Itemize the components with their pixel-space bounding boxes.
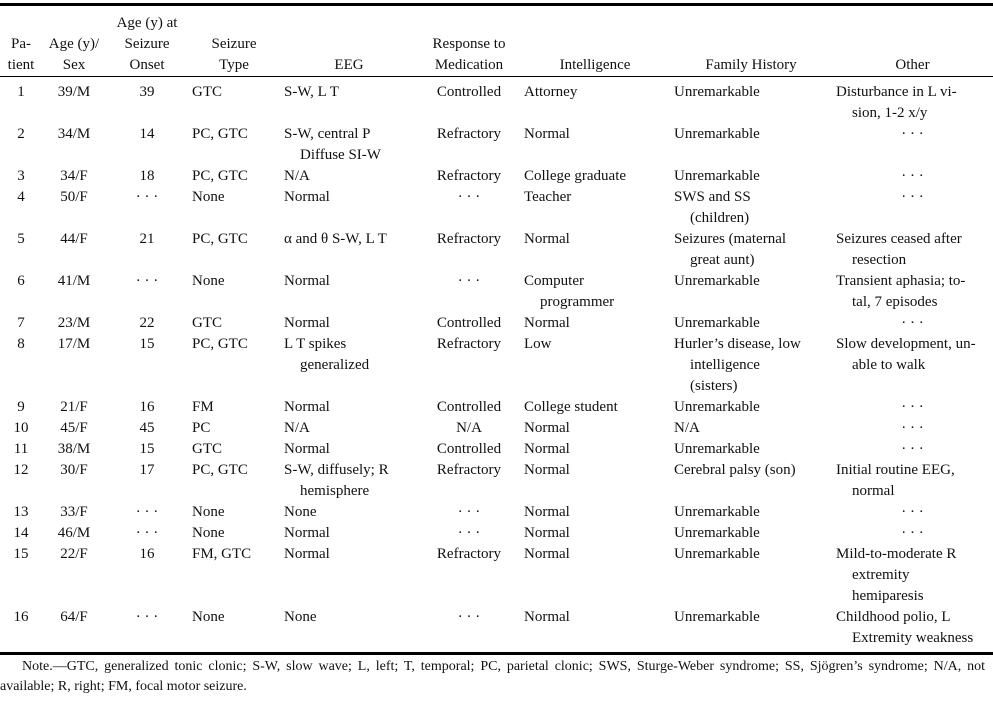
cell-line: · · · [901,315,924,331]
cell-response: · · · [457,525,481,541]
cell-eeg [280,439,418,460]
table-row [0,523,993,544]
cell-seizure-type: GTC [192,441,222,457]
header-line: Family History [705,57,797,73]
cell-line: tal, 7 episodes [852,294,938,310]
cell-line: intelligence [690,357,760,373]
cell-line: Transient aphasia; to- [836,273,966,289]
cell-line: Mild-to-moderate R [836,546,957,562]
cell-seizure-type: PC, GTC [192,231,248,247]
cell-seizure-type: None [192,189,225,205]
table-bottom-rule [0,652,993,655]
cell-eeg [280,502,418,523]
cell-onset: 22 [139,315,155,331]
cell-family-history [670,607,832,649]
cell-line: · · · [901,399,924,415]
cell-age-sex: 64/F [60,609,88,625]
cell-family-history [670,79,832,124]
header-line: Intelligence [559,57,631,73]
cell-age-sex: 17/M [57,336,91,352]
cell-line: Unremarkable [674,525,760,541]
cell-seizure-type: PC, GTC [192,168,248,184]
cell-response: Refractory [436,336,502,352]
cell-line: Diffuse SI-W [300,147,381,163]
cell-family-history [670,418,832,439]
cell-eeg [280,187,418,229]
cell-line: · · · [901,441,924,457]
header-response [418,4,520,79]
table-row [0,544,993,607]
cell-line: None [284,504,317,520]
cell-response: Refractory [436,462,502,478]
cell-seizure-type: None [192,609,225,625]
cell-family-history [670,460,832,502]
cell-intelligence [520,271,670,313]
cell-age-sex: 34/M [57,126,91,142]
cell-line: S-W, L T [284,84,339,100]
cell-response: · · · [457,609,481,625]
cell-seizure-type: None [192,273,225,289]
cell-line: Normal [524,420,570,436]
cell-patient: 12 [13,462,29,478]
cell-other [832,229,993,271]
cell-line: Unremarkable [674,504,760,520]
cell-line: Seizures (maternal [674,231,787,247]
cell-age-sex: 39/M [57,84,91,100]
table-row [0,187,993,229]
cell-seizure-type: PC, GTC [192,462,248,478]
cell-eeg [280,313,418,334]
cell-intelligence [520,544,670,607]
cell-family-history [670,271,832,313]
header-line: EEG [334,57,364,73]
cell-patient: 1 [17,84,25,100]
cell-family-history [670,334,832,397]
header-line: tient [7,57,35,73]
cell-family-history [670,166,832,187]
cell-line: · · · [901,420,924,436]
cell-line: Unremarkable [674,126,760,142]
cell-line: Normal [284,399,330,415]
cell-line: · · · [901,126,924,142]
patient-table [0,4,993,649]
cell-line: programmer [540,294,615,310]
cell-line: Normal [284,315,330,331]
cell-line: Initial routine EEG, [836,462,955,478]
cell-line: Childhood polio, L [836,609,951,625]
cell-line: (children) [690,210,750,226]
cell-family-history [670,397,832,418]
cell-line: Low [524,336,552,352]
cell-age-sex: 23/M [57,315,91,331]
cell-age-sex: 21/F [60,399,88,415]
cell-line: Unremarkable [674,399,760,415]
cell-other [832,271,993,313]
cell-onset: 18 [139,168,155,184]
cell-patient: 4 [17,189,25,205]
cell-response: Controlled [436,84,502,100]
cell-age-sex: 30/F [60,462,88,478]
cell-onset: · · · [135,609,159,625]
header-line: Age (y) at [116,15,178,31]
cell-intelligence [520,79,670,124]
cell-line: Normal [524,546,570,562]
cell-line: Normal [524,231,570,247]
header-line: Sex [62,57,86,73]
cell-line: Teacher [524,189,572,205]
header-line: Medication [434,57,504,73]
cell-line: Unremarkable [674,315,760,331]
cell-other [832,460,993,502]
cell-other [832,313,993,334]
cell-seizure-type: PC [192,420,211,436]
cell-intelligence [520,439,670,460]
table-row [0,229,993,271]
cell-onset: · · · [135,525,159,541]
cell-intelligence [520,397,670,418]
cell-line: Attorney [524,84,578,100]
table-row [0,271,993,313]
header-line: Onset [129,57,165,73]
cell-line: great aunt) [690,252,755,268]
table-row [0,502,993,523]
table-row [0,313,993,334]
cell-intelligence [520,187,670,229]
cell-eeg [280,124,418,166]
cell-intelligence [520,460,670,502]
cell-seizure-type: None [192,504,225,520]
cell-other [832,439,993,460]
cell-patient: 3 [17,168,25,184]
cell-line: α and θ S-W, L T [284,231,387,247]
table-row [0,607,993,649]
cell-line: Unremarkable [674,168,760,184]
cell-response: N/A [456,420,482,436]
cell-line: (sisters) [690,378,738,394]
cell-response: Refractory [436,168,502,184]
cell-response: Controlled [436,315,502,331]
table-header-row [0,4,993,79]
cell-patient: 11 [13,441,29,457]
header-line: Other [895,57,930,73]
table-row [0,79,993,124]
cell-patient: 14 [13,525,29,541]
cell-onset: 16 [139,399,155,415]
cell-line: · · · [901,189,924,205]
cell-line: Normal [524,126,570,142]
cell-other [832,544,993,607]
header-family-history [670,4,832,79]
cell-line: None [284,609,317,625]
cell-family-history [670,439,832,460]
cell-seizure-type: FM [192,399,214,415]
cell-patient: 5 [17,231,25,247]
cell-family-history [670,544,832,607]
cell-line: hemiparesis [852,588,924,604]
table-footnote: Note.—GTC, generalized tonic clonic; S-W, slow wave; L, left; T, temporal; PC, parietal clonic; SWS, Sturge-Weber syndrome; SS, Sjögren’s syndrome; N/A, not available; R, right; FM, focal motor seizure. [0,659,985,694]
cell-line: L T spikes [284,336,347,352]
cell-line: Unremarkable [674,546,760,562]
cell-patient: 15 [13,546,29,562]
cell-line: sion, 1-2 x/y [852,105,928,121]
cell-onset: 14 [139,126,155,142]
cell-age-sex: 46/M [57,525,91,541]
cell-patient: 6 [17,273,25,289]
cell-age-sex: 45/F [60,420,88,436]
cell-intelligence [520,229,670,271]
cell-seizure-type: GTC [192,84,222,100]
cell-response: Refractory [436,126,502,142]
cell-onset: · · · [135,189,159,205]
cell-patient: 7 [17,315,25,331]
cell-family-history [670,124,832,166]
cell-line: Disturbance in L vi- [836,84,957,100]
cell-response: Controlled [436,399,502,415]
cell-line: resection [852,252,907,268]
cell-seizure-type: None [192,525,225,541]
cell-line: Hurler’s disease, low [674,336,801,352]
cell-onset: · · · [135,273,159,289]
cell-patient: 10 [13,420,29,436]
table-row [0,334,993,397]
cell-eeg [280,523,418,544]
cell-other [832,79,993,124]
cell-age-sex: 38/M [57,441,91,457]
cell-line: Normal [524,504,570,520]
cell-other [832,523,993,544]
table-row [0,439,993,460]
cell-onset: 15 [139,336,155,352]
cell-eeg [280,418,418,439]
cell-eeg [280,334,418,397]
cell-line: Normal [284,189,330,205]
cell-seizure-type: FM, GTC [192,546,252,562]
cell-line: N/A [674,420,700,436]
cell-other [832,187,993,229]
cell-line: Normal [524,609,570,625]
cell-family-history [670,229,832,271]
cell-line: Normal [284,546,330,562]
cell-response: · · · [457,189,481,205]
cell-line: N/A [284,420,310,436]
cell-line: Cerebral palsy (son) [674,462,796,478]
header-patient [0,4,42,79]
cell-line: · · · [901,525,924,541]
cell-intelligence [520,334,670,397]
table-row [0,460,993,502]
cell-line: Normal [524,315,570,331]
cell-line: Extremity weakness [852,630,974,646]
cell-line: Computer [524,273,584,289]
table-row [0,397,993,418]
cell-line: Unremarkable [674,609,760,625]
cell-onset: 45 [139,420,155,436]
cell-intelligence [520,418,670,439]
cell-line: able to walk [852,357,926,373]
cell-other [832,124,993,166]
cell-family-history [670,187,832,229]
cell-response: · · · [457,273,481,289]
header-line: Age (y)/ [48,36,100,52]
cell-intelligence [520,166,670,187]
header-line: Type [219,57,249,73]
cell-line: S-W, central P [284,126,371,142]
cell-eeg [280,607,418,649]
cell-response: Controlled [436,441,502,457]
cell-seizure-type: GTC [192,315,222,331]
cell-line: · · · [901,168,924,184]
cell-line: Unremarkable [674,84,760,100]
cell-family-history [670,313,832,334]
header-line: Response to [432,36,506,52]
cell-age-sex: 34/F [60,168,88,184]
table-row [0,166,993,187]
cell-age-sex: 41/M [57,273,91,289]
cell-eeg [280,544,418,607]
table-row [0,124,993,166]
cell-line: normal [852,483,895,499]
cell-line: Unremarkable [674,441,760,457]
cell-other [832,418,993,439]
cell-patient: 16 [13,609,29,625]
table-row [0,418,993,439]
cell-onset: 21 [139,231,155,247]
cell-line: · · · [901,504,924,520]
cell-age-sex: 44/F [60,231,88,247]
cell-eeg [280,397,418,418]
cell-line: Normal [524,462,570,478]
header-line: Seizure [124,36,170,52]
cell-onset: 15 [139,441,155,457]
cell-intelligence [520,124,670,166]
header-age-sex [42,4,106,79]
cell-line: SWS and SS [674,189,751,205]
cell-eeg [280,79,418,124]
cell-eeg [280,166,418,187]
cell-onset: 39 [139,84,155,100]
cell-patient: 9 [17,399,25,415]
cell-seizure-type: PC, GTC [192,126,248,142]
cell-other [832,334,993,397]
cell-patient: 8 [17,336,25,352]
cell-age-sex: 22/F [60,546,88,562]
header-eeg [280,4,418,79]
cell-response: Refractory [436,231,502,247]
cell-age-sex: 50/F [60,189,88,205]
cell-intelligence [520,607,670,649]
cell-patient: 13 [13,504,29,520]
cell-eeg [280,229,418,271]
header-intelligence [520,4,670,79]
cell-line: Normal [284,441,330,457]
cell-line: extremity [852,567,910,583]
cell-age-sex: 33/F [60,504,88,520]
table-body [0,79,993,649]
cell-other [832,607,993,649]
cell-line: generalized [300,357,370,373]
cell-response: · · · [457,504,481,520]
cell-family-history [670,523,832,544]
cell-other [832,502,993,523]
cell-family-history [670,502,832,523]
cell-line: Normal [524,525,570,541]
header-line: Seizure [211,36,257,52]
cell-line: Normal [284,525,330,541]
cell-line: S-W, diffusely; R [284,462,389,478]
header-onset [106,4,188,79]
cell-intelligence [520,313,670,334]
cell-line: Unremarkable [674,273,760,289]
cell-eeg [280,271,418,313]
cell-line: College graduate [524,168,627,184]
cell-onset: 16 [139,546,155,562]
cell-seizure-type: PC, GTC [192,336,248,352]
cell-line: Normal [284,273,330,289]
cell-line: College student [524,399,618,415]
header-other [832,4,993,79]
header-line: Pa- [11,36,31,52]
cell-onset: 17 [139,462,155,478]
cell-line: hemisphere [300,483,370,499]
cell-other [832,166,993,187]
cell-other [832,397,993,418]
cell-intelligence [520,523,670,544]
cell-intelligence [520,502,670,523]
cell-onset: · · · [135,504,159,520]
header-seizure-type [188,4,280,79]
cell-patient: 2 [17,126,25,142]
cell-line: N/A [284,168,310,184]
cell-line: Seizures ceased after [836,231,962,247]
cell-line: Normal [524,441,570,457]
cell-response: Refractory [436,546,502,562]
cell-line: Slow development, un- [836,336,976,352]
cell-eeg [280,460,418,502]
